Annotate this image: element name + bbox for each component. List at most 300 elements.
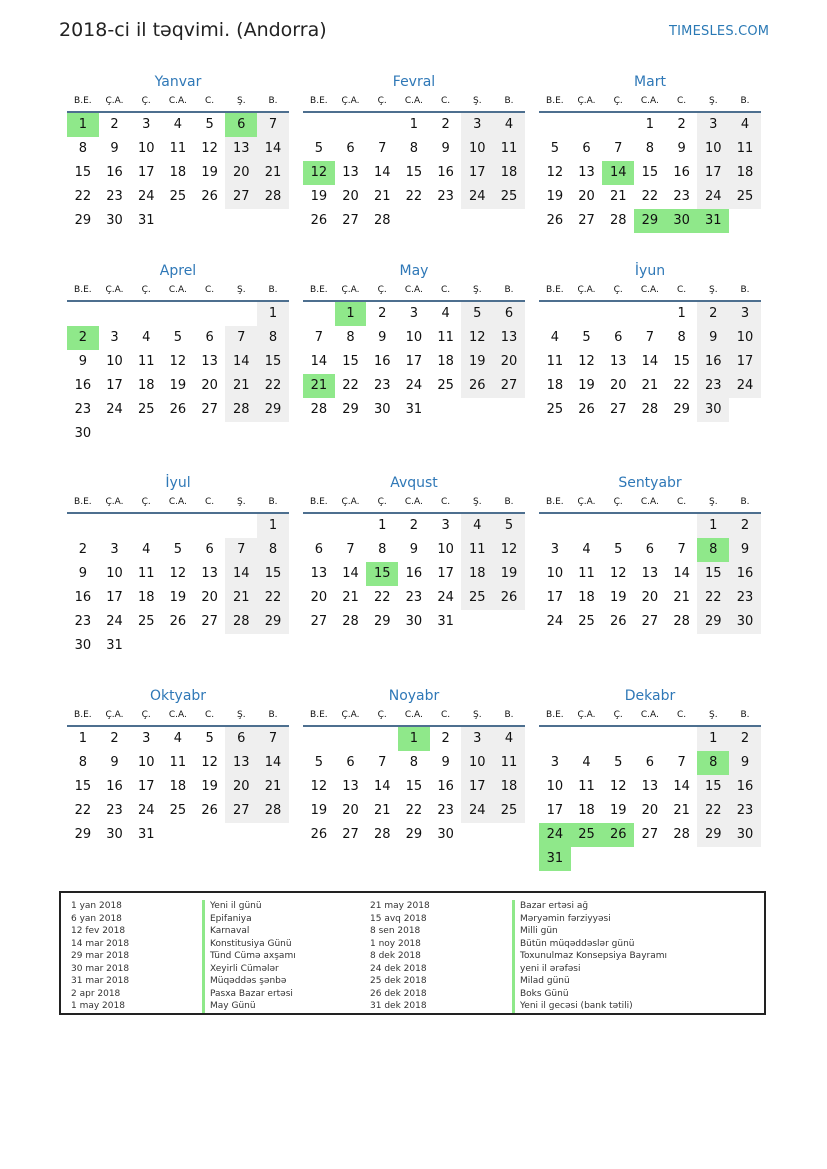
day-cell: 15 [342, 354, 359, 369]
holiday-day: 6 [225, 113, 257, 137]
weekday-label: Ş. [236, 285, 246, 295]
day-cell: 5 [205, 731, 214, 746]
day-empty [225, 634, 257, 658]
day-cell: 25 [169, 189, 187, 204]
day-cell: 3 [142, 117, 151, 132]
day-empty [634, 727, 666, 751]
day-cell: 25 [137, 614, 155, 629]
week-row [539, 185, 761, 209]
day-cell: 21 [673, 590, 690, 605]
day-empty [194, 302, 226, 326]
month-title: İyul [165, 475, 191, 491]
day-cell: 11 [729, 137, 761, 161]
week-row [539, 374, 761, 398]
day-cell: 14 [641, 354, 659, 369]
day-cell: 19 [169, 590, 187, 605]
legend-holiday-name: May Günü [202, 1000, 296, 1013]
holiday-day: 15 [366, 562, 398, 586]
day-cell: 18 [493, 775, 525, 799]
week-row [539, 514, 761, 538]
day-cell: 7 [257, 113, 289, 137]
week-row [67, 634, 289, 658]
weekday-header [303, 283, 525, 302]
day-cell: 4 [582, 542, 591, 557]
day-cell: 21 [641, 378, 659, 393]
day-cell: 14 [373, 165, 391, 180]
weekday-label: C. [205, 285, 215, 295]
day-cell: 17 [461, 161, 493, 185]
weekday-header [67, 708, 289, 727]
day-cell: 31 [137, 827, 155, 842]
day-cell: 19 [201, 779, 218, 794]
day-cell: 13 [310, 566, 328, 581]
weekday-label: B.E. [74, 285, 92, 295]
week-row [303, 185, 525, 209]
day-cell: 27 [578, 213, 595, 228]
week-row [303, 374, 525, 398]
weekday-label: B.E. [310, 96, 328, 106]
day-cell: 27 [225, 185, 257, 209]
day-cell: 26 [310, 827, 328, 842]
day-cell: 11 [137, 354, 155, 369]
day-cell: 30 [74, 638, 92, 653]
day-cell: 15 [405, 779, 423, 794]
week-row [539, 302, 761, 326]
week-row [303, 514, 525, 538]
weekday-label: Ç.A. [341, 285, 360, 295]
day-cell: 15 [74, 165, 92, 180]
weekday-label: B.E. [310, 285, 328, 295]
day-cell: 19 [310, 803, 328, 818]
day-cell: 23 [74, 402, 92, 417]
day-empty [162, 209, 194, 233]
day-cell: 8 [257, 538, 289, 562]
weekday-label: C.A. [640, 497, 659, 507]
month-2 [303, 72, 525, 233]
day-cell: 20 [310, 590, 328, 605]
weekday-label: B. [504, 710, 514, 720]
day-empty [602, 727, 634, 751]
month-title: Fevral [392, 74, 436, 90]
day-cell: 8 [677, 330, 686, 345]
weekday-label: C. [205, 96, 215, 106]
day-empty [130, 634, 162, 658]
day-cell: 8 [78, 141, 87, 156]
day-cell: 1 [78, 731, 87, 746]
holiday-day: 1 [398, 727, 430, 751]
legend-date: 12 fev 2018 [71, 926, 126, 936]
week-row [67, 374, 289, 398]
day-empty [430, 209, 462, 233]
month-7 [67, 473, 289, 658]
week-row [67, 610, 289, 634]
day-cell: 24 [405, 378, 423, 393]
week-row [303, 302, 525, 326]
day-cell: 31 [405, 402, 423, 417]
day-cell: 1 [257, 514, 289, 538]
day-cell: 2 [729, 514, 761, 538]
weekday-label: C.A. [168, 96, 187, 106]
holiday-day: 31 [697, 209, 729, 233]
day-empty [398, 209, 430, 233]
day-cell: 7 [677, 755, 686, 770]
day-cell: 30 [729, 823, 761, 847]
day-empty [257, 823, 289, 847]
day-cell: 6 [493, 302, 525, 326]
week-row [303, 398, 525, 422]
day-cell: 19 [461, 350, 493, 374]
day-empty [366, 113, 398, 137]
week-row [539, 350, 761, 374]
month-12 [539, 686, 761, 871]
day-empty [571, 113, 603, 137]
day-cell: 30 [106, 827, 123, 842]
day-empty [335, 514, 367, 538]
day-cell: 30 [729, 610, 761, 634]
day-cell: 30 [106, 213, 123, 228]
day-cell: 26 [461, 374, 493, 398]
day-cell: 15 [257, 350, 289, 374]
day-cell: 2 [697, 302, 729, 326]
week-row [303, 799, 525, 823]
legend-dates-col-2 [370, 900, 430, 1013]
month-11 [303, 686, 525, 847]
weekday-label: Ç. [613, 497, 623, 507]
day-cell: 19 [310, 189, 328, 204]
month-title: Dekabr [624, 688, 676, 704]
day-cell: 5 [314, 755, 323, 770]
holiday-legend [59, 891, 766, 1015]
day-cell: 27 [201, 402, 218, 417]
weekday-label: B. [504, 96, 514, 106]
week-row [539, 538, 761, 562]
day-cell: 5 [614, 542, 623, 557]
week-row [539, 113, 761, 137]
weekday-label: B. [740, 710, 750, 720]
day-empty [130, 514, 162, 538]
day-empty [162, 634, 194, 658]
day-cell: 22 [342, 378, 359, 393]
weekday-label: Ç. [141, 710, 151, 720]
day-cell: 11 [437, 330, 454, 345]
weekday-label: B. [268, 497, 278, 507]
week-row [303, 610, 525, 634]
day-cell: 15 [697, 562, 729, 586]
weekday-label: Ç. [377, 285, 387, 295]
day-cell: 17 [546, 803, 564, 818]
day-cell: 14 [673, 566, 690, 581]
day-cell: 19 [169, 378, 187, 393]
day-cell: 28 [310, 402, 328, 417]
day-cell: 27 [310, 614, 328, 629]
weekday-label: Ç. [377, 96, 387, 106]
weekday-label: B.E. [310, 710, 328, 720]
week-row [539, 775, 761, 799]
month-6 [539, 261, 761, 422]
day-cell: 7 [225, 538, 257, 562]
day-cell: 10 [546, 566, 564, 581]
week-row [303, 209, 525, 233]
day-empty [335, 727, 367, 751]
day-cell: 13 [578, 165, 595, 180]
day-cell: 6 [205, 542, 214, 557]
day-cell: 19 [578, 378, 595, 393]
day-cell: 27 [641, 614, 659, 629]
day-cell: 27 [201, 614, 218, 629]
legend-date: 30 mar 2018 [71, 963, 130, 974]
weekday-label: C. [677, 285, 687, 295]
day-empty [430, 398, 462, 422]
weekday-label: C. [441, 497, 451, 507]
day-cell: 3 [729, 302, 761, 326]
day-cell: 20 [342, 803, 359, 818]
weekday-label: C.A. [168, 285, 187, 295]
day-empty [99, 514, 131, 538]
day-cell: 8 [645, 141, 655, 156]
day-cell: 17 [546, 590, 564, 605]
week-row [303, 350, 525, 374]
week-row [303, 113, 525, 137]
legend-holiday-name: Toxunulmaz Konsepsiya Bayramı [512, 950, 667, 963]
weekday-label: C. [677, 710, 687, 720]
day-empty [162, 514, 194, 538]
day-cell: 9 [409, 542, 419, 557]
day-cell: 21 [373, 803, 391, 818]
day-empty [729, 398, 761, 422]
legend-date: 21 may 2018 [370, 901, 430, 911]
week-row [67, 398, 289, 422]
day-cell: 12 [609, 779, 627, 794]
day-cell: 17 [137, 779, 155, 794]
day-cell: 20 [578, 189, 595, 204]
day-cell: 22 [697, 586, 729, 610]
weekday-label: Ş. [708, 285, 718, 295]
day-cell: 23 [437, 803, 454, 818]
day-cell: 7 [677, 542, 686, 557]
day-cell: 20 [641, 590, 659, 605]
week-row [67, 302, 289, 326]
day-cell: 24 [461, 799, 493, 823]
day-cell: 22 [405, 803, 423, 818]
day-empty [634, 514, 666, 538]
day-cell: 4 [441, 306, 450, 321]
weekday-header [539, 495, 761, 514]
day-empty [461, 610, 493, 634]
day-cell: 6 [346, 755, 355, 770]
day-cell: 12 [461, 326, 493, 350]
day-cell: 27 [342, 827, 359, 842]
day-cell: 5 [493, 514, 525, 538]
day-cell: 7 [378, 755, 387, 770]
day-empty [571, 727, 603, 751]
day-empty [366, 727, 398, 751]
day-cell: 24 [437, 590, 454, 605]
day-cell: 9 [110, 141, 119, 156]
weekday-label: Ç. [141, 96, 151, 106]
day-cell: 21 [225, 374, 257, 398]
day-cell: 26 [546, 213, 564, 228]
week-row [67, 422, 289, 446]
weekday-label: Ç. [613, 710, 623, 720]
holiday-day: 14 [602, 161, 634, 185]
week-row [67, 727, 289, 751]
legend-holiday-name: Pasxa Bazar ertəsi [202, 988, 296, 1001]
legend-holiday-name: Karnaval [202, 925, 296, 938]
week-row [539, 326, 761, 350]
week-row [67, 326, 289, 350]
day-cell: 10 [405, 330, 423, 345]
day-cell: 8 [78, 755, 87, 770]
day-empty [493, 398, 525, 422]
weekday-label: Ç. [377, 497, 387, 507]
weekday-header [303, 495, 525, 514]
legend-holiday-name: Xeyirli Cümələr [202, 963, 296, 976]
weekday-label: B.E. [74, 497, 92, 507]
day-empty [666, 847, 698, 871]
day-cell: 3 [697, 113, 729, 137]
day-cell: 10 [106, 566, 123, 581]
day-cell: 29 [74, 827, 92, 842]
day-cell: 30 [437, 827, 454, 842]
day-cell: 9 [697, 326, 729, 350]
legend-date: 2 apr 2018 [71, 988, 121, 999]
day-cell: 9 [441, 755, 450, 770]
day-cell: 4 [173, 117, 183, 132]
day-cell: 28 [257, 799, 289, 823]
day-empty [303, 727, 335, 751]
day-empty [225, 823, 257, 847]
month-title: Noyabr [388, 688, 440, 704]
day-cell: 14 [373, 779, 391, 794]
day-empty [539, 302, 571, 326]
day-cell: 21 [225, 586, 257, 610]
day-cell: 14 [257, 751, 289, 775]
day-cell: 4 [173, 731, 183, 746]
legend-holiday-name: Epifaniya [202, 913, 296, 926]
week-row [67, 137, 289, 161]
week-row [67, 209, 289, 233]
weekday-label: C.A. [168, 710, 187, 720]
day-cell: 12 [201, 141, 218, 156]
legend-date: 29 mar 2018 [71, 951, 130, 961]
day-cell: 29 [74, 213, 92, 228]
day-cell: 6 [582, 141, 591, 156]
day-cell: 19 [609, 590, 627, 605]
day-cell: 21 [257, 161, 289, 185]
day-empty [571, 514, 603, 538]
week-row [539, 398, 761, 422]
holiday-day: 29 [634, 209, 666, 233]
day-empty [67, 302, 99, 326]
weekday-label: B. [740, 497, 750, 507]
day-cell: 24 [106, 402, 123, 417]
site-brand-link[interactable]: TIMESLES.COM [669, 24, 770, 39]
legend-holiday-name: Tünd Cümə axşamı [202, 950, 296, 963]
day-cell: 16 [74, 378, 92, 393]
weekday-label: C.A. [404, 710, 423, 720]
day-cell: 18 [578, 590, 595, 605]
day-cell: 29 [697, 823, 729, 847]
day-cell: 23 [697, 374, 729, 398]
day-cell: 3 [550, 542, 559, 557]
day-cell: 11 [137, 566, 155, 581]
day-cell: 28 [673, 614, 690, 629]
weekday-label: Ş. [708, 710, 718, 720]
day-cell: 27 [641, 827, 659, 842]
day-cell: 1 [409, 117, 419, 132]
weekday-label: Ç.A. [577, 96, 596, 106]
day-cell: 13 [641, 779, 659, 794]
day-cell: 17 [697, 161, 729, 185]
day-cell: 16 [405, 566, 423, 581]
day-cell: 12 [609, 566, 627, 581]
day-empty [130, 422, 162, 446]
week-row [303, 775, 525, 799]
day-cell: 24 [729, 374, 761, 398]
day-empty [539, 514, 571, 538]
day-cell: 8 [346, 330, 355, 345]
day-cell: 13 [342, 165, 359, 180]
day-empty [493, 209, 525, 233]
day-cell: 29 [257, 610, 289, 634]
day-cell: 9 [729, 538, 761, 562]
day-cell: 14 [310, 354, 328, 369]
month-3 [539, 72, 761, 233]
weekday-label: B. [740, 285, 750, 295]
weekday-label: B. [740, 96, 750, 106]
day-cell: 23 [373, 378, 391, 393]
legend-date: 31 mar 2018 [71, 976, 130, 986]
legend-date: 1 yan 2018 [71, 901, 122, 911]
week-row [303, 751, 525, 775]
weekday-label: Ç.A. [105, 710, 124, 720]
day-cell: 26 [609, 614, 627, 629]
week-row [303, 137, 525, 161]
day-cell: 11 [493, 137, 525, 161]
day-cell: 6 [205, 330, 214, 345]
day-cell: 27 [225, 799, 257, 823]
day-cell: 3 [142, 731, 151, 746]
holiday-day: 30 [666, 209, 698, 233]
week-row [539, 209, 761, 233]
day-cell: 6 [314, 542, 323, 557]
day-cell: 1 [697, 514, 729, 538]
day-cell: 15 [405, 165, 423, 180]
weekday-label: C. [441, 285, 451, 295]
day-cell: 16 [437, 165, 454, 180]
legend-holiday-name: Məryəmin fərziyyəsi [512, 913, 667, 926]
day-empty [666, 727, 698, 751]
day-cell: 22 [405, 189, 423, 204]
legend-names-col-1 [202, 900, 296, 1013]
day-empty [162, 422, 194, 446]
day-cell: 14 [257, 137, 289, 161]
day-cell: 3 [461, 727, 493, 751]
day-cell: 11 [578, 566, 595, 581]
day-cell: 21 [673, 803, 690, 818]
day-cell: 6 [645, 542, 655, 557]
weekday-label: Ş. [472, 285, 482, 295]
legend-holiday-name: Bazar ertəsi ağ [512, 900, 667, 913]
day-cell: 28 [225, 398, 257, 422]
weekday-label: C. [677, 497, 687, 507]
day-cell: 29 [342, 402, 359, 417]
day-cell: 18 [461, 562, 493, 586]
day-empty [697, 847, 729, 871]
day-cell: 20 [493, 350, 525, 374]
day-cell: 9 [110, 755, 119, 770]
day-cell: 18 [578, 803, 595, 818]
